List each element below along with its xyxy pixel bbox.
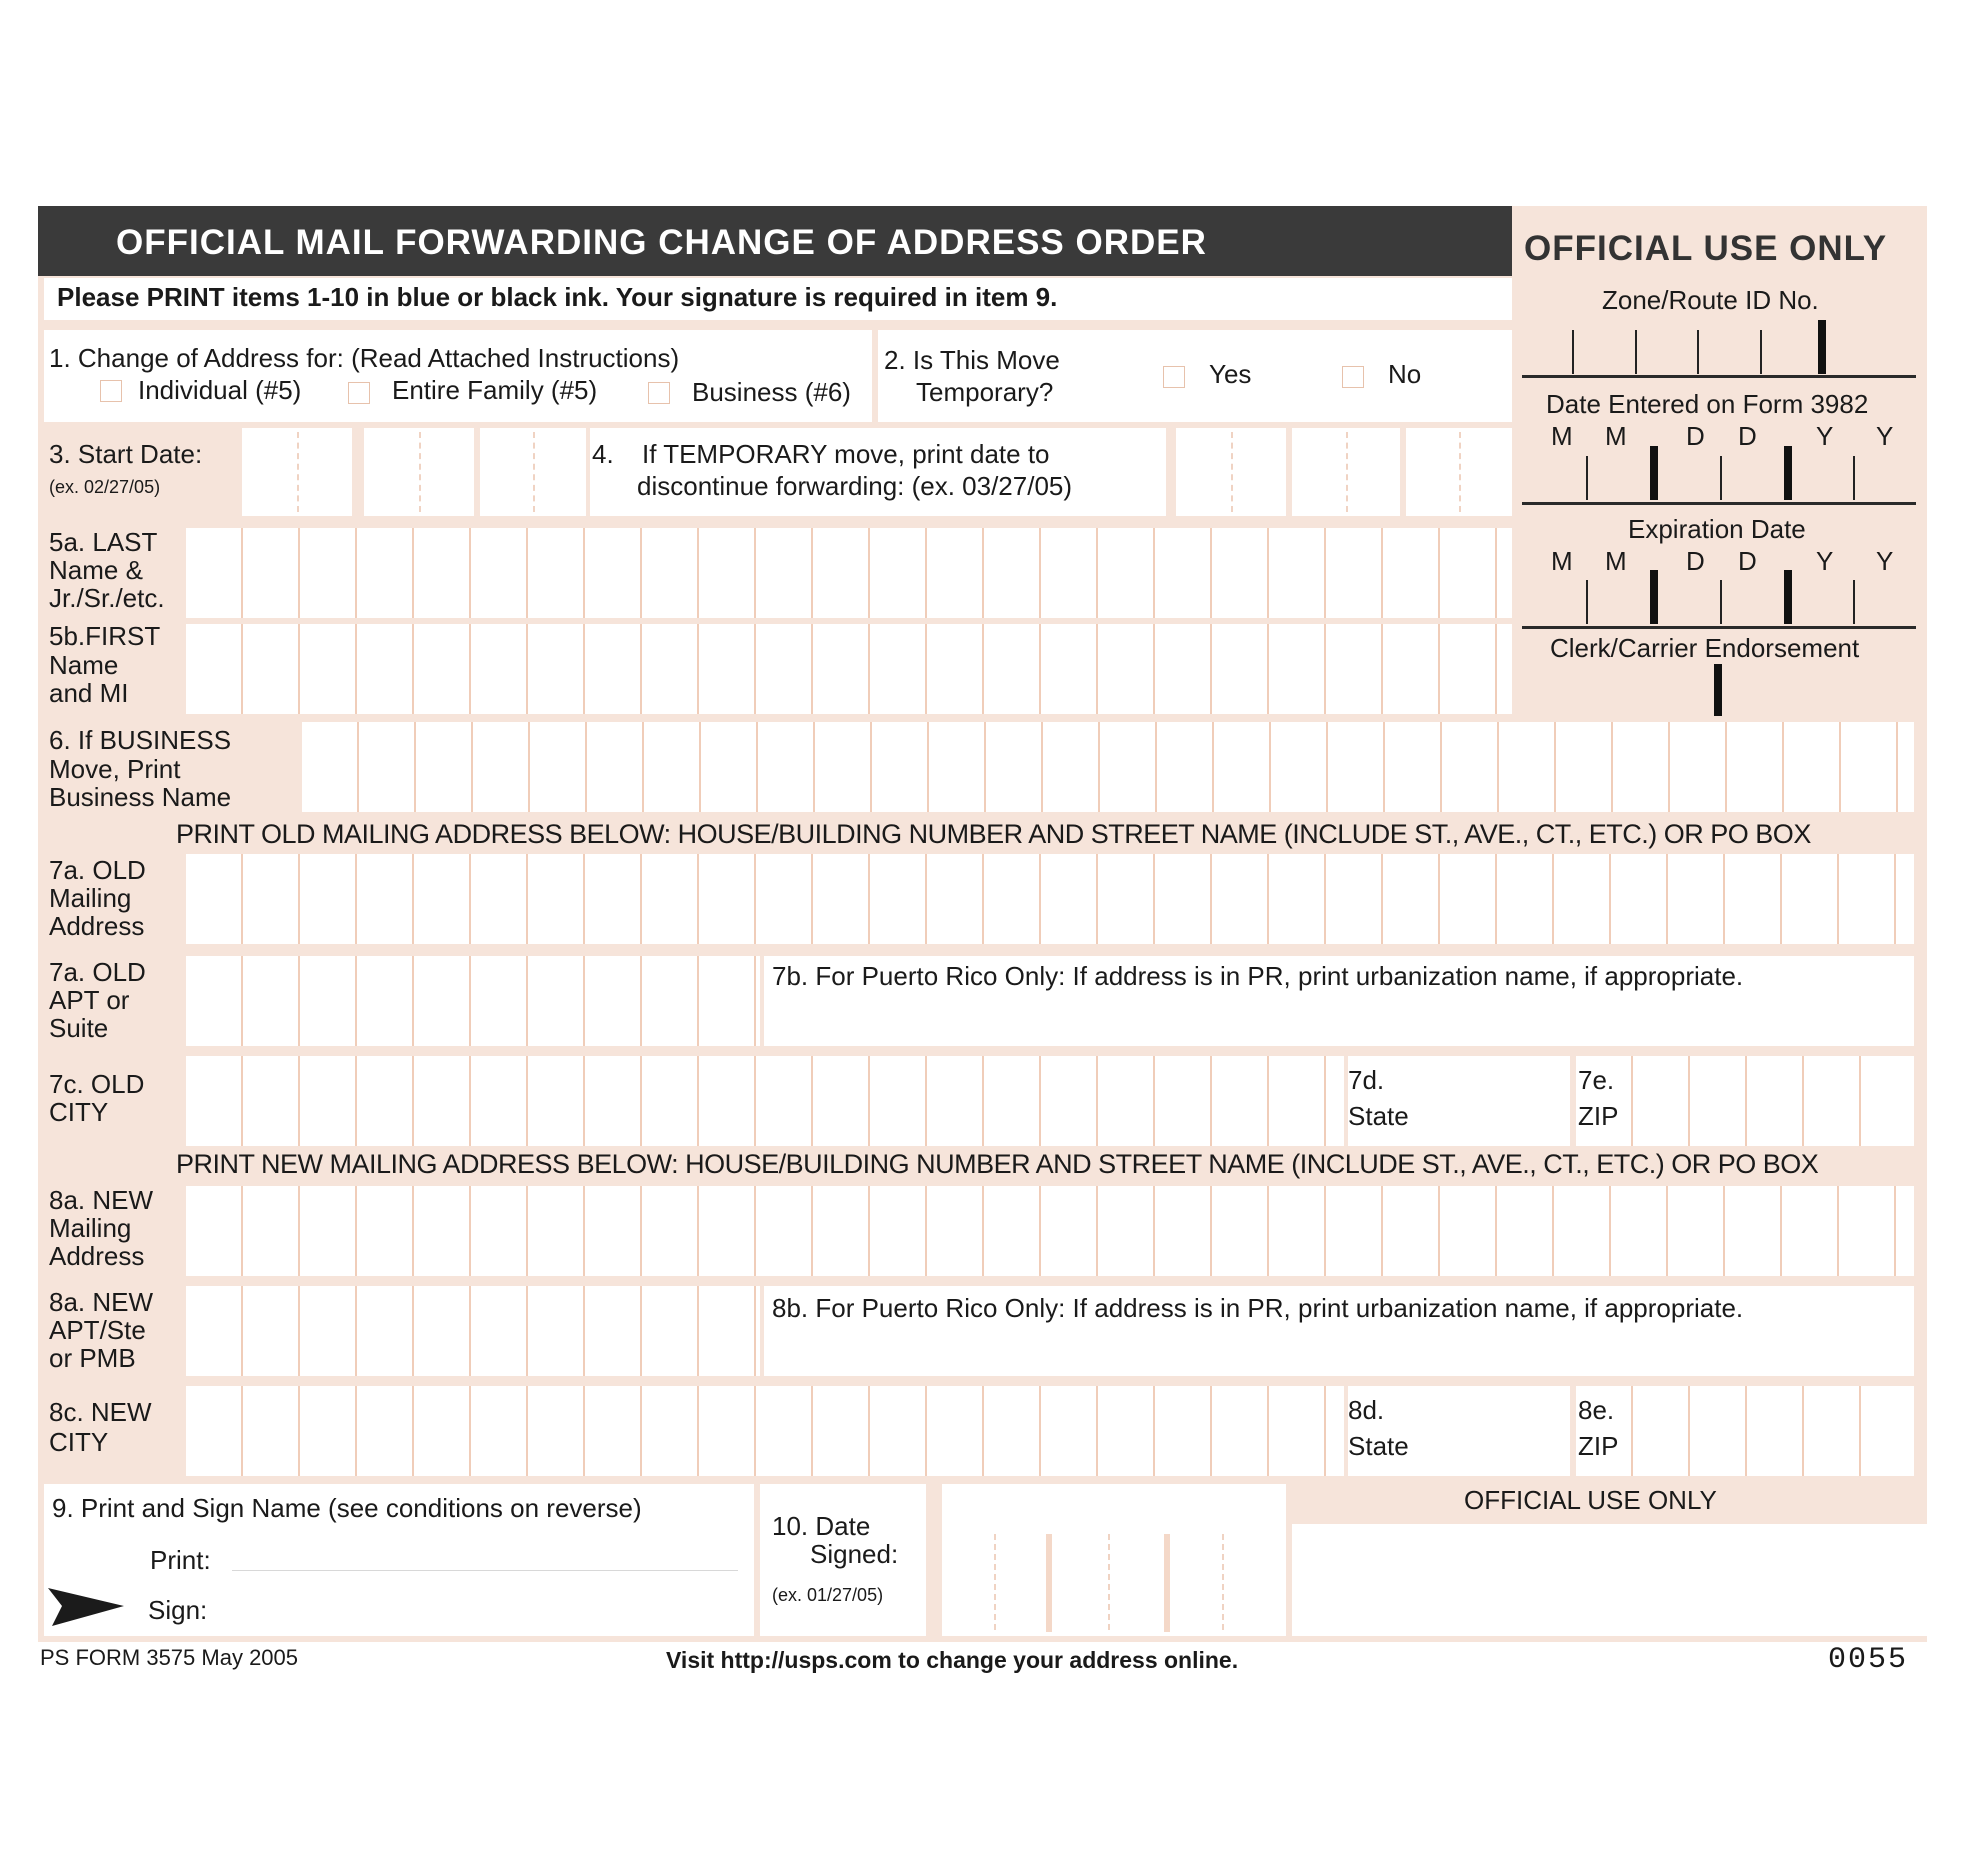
individual-label: Individual (#5): [138, 375, 302, 405]
start-mm-divider: [297, 432, 299, 512]
individual-checkbox[interactable]: [100, 380, 122, 402]
ex-tick: [1586, 580, 1588, 624]
start-date-label: 3. Start Date:: [49, 439, 203, 469]
print-label: Print:: [150, 1545, 211, 1575]
start-yy-divider: [533, 432, 535, 512]
first-name-field[interactable]: [186, 624, 1512, 714]
de-tick: [1586, 456, 1588, 500]
item7d-l2: State: [1348, 1101, 1409, 1131]
de-letter-d2: D: [1738, 421, 1757, 451]
item8a-l2: Mailing: [49, 1213, 132, 1243]
official-use-title: OFFICIAL USE ONLY: [1524, 229, 1888, 268]
item9-label: 9. Print and Sign Name (see conditions on reverse): [52, 1493, 642, 1523]
ex-letter-y2: Y: [1876, 546, 1894, 576]
visit-online-text: Visit http://usps.com to change your address online.: [666, 1647, 1239, 1673]
de-letter-y1: Y: [1816, 421, 1834, 451]
item7d-l1: 7d.: [1348, 1065, 1385, 1095]
item7e-l2: ZIP: [1578, 1101, 1619, 1131]
item1-label: 1. Change of Address for: (Read Attached Instructions): [49, 343, 680, 373]
start-date-example: (ex. 02/27/05): [49, 477, 161, 497]
temporary-no-label: No: [1388, 359, 1422, 389]
item8e-l2: ZIP: [1578, 1431, 1619, 1461]
item4-num: 4.: [592, 439, 614, 469]
temporary-yes-checkbox[interactable]: [1163, 366, 1185, 388]
item6-l2: Move, Print: [49, 754, 181, 784]
item10-l1: 10. Date: [772, 1511, 871, 1541]
new-mailing-address-field[interactable]: [186, 1186, 1914, 1276]
item8e-l1: 8e.: [1578, 1395, 1615, 1425]
ds-divider: [1108, 1534, 1110, 1630]
ds-divider-solid: [1046, 1534, 1052, 1632]
de-tick: [1784, 446, 1792, 500]
item4-line2: discontinue forwarding: (ex. 03/27/05): [637, 471, 1073, 501]
new-zip-field[interactable]: [1576, 1386, 1914, 1476]
old-mailing-address-field[interactable]: [186, 854, 1914, 944]
item7a-apt-l3: Suite: [49, 1013, 109, 1043]
form-title: OFFICIAL MAIL FORWARDING CHANGE OF ADDRESS ORDER: [116, 223, 1207, 262]
item7a-l1: 7a. OLD: [49, 855, 146, 885]
item8c-l1: 8c. NEW: [49, 1397, 152, 1427]
ex-letter-m1: M: [1551, 546, 1573, 576]
item5b-l2: Name: [49, 650, 119, 680]
item10-l2: Signed:: [810, 1539, 899, 1569]
de-letter-m2: M: [1605, 421, 1627, 451]
ex-tick: [1853, 580, 1855, 624]
old-zip-field[interactable]: [1576, 1056, 1914, 1146]
business-label: Business (#6): [692, 377, 851, 407]
item7a-l3: Address: [49, 911, 145, 941]
ds-divider: [1222, 1534, 1224, 1630]
entire-family-label: Entire Family (#5): [392, 375, 598, 405]
start-dd-divider: [419, 432, 421, 512]
item8a-l1: 8a. NEW: [49, 1185, 154, 1215]
item7c-l1: 7c. OLD: [49, 1069, 145, 1099]
disc-mm-divider: [1231, 432, 1233, 512]
item7e-l1: 7e.: [1578, 1065, 1615, 1095]
item8b-label: 8b. For Puerto Rico Only: If address is in PR, print urbanization name, if appropriate.: [772, 1293, 1744, 1323]
temporary-no-checkbox[interactable]: [1342, 366, 1364, 388]
clerk-tick: [1714, 664, 1722, 716]
item5b-l3: and MI: [49, 678, 129, 708]
item7a-l2: Mailing: [49, 883, 132, 913]
item8d-l2: State: [1348, 1431, 1409, 1461]
new-apt-field[interactable]: [186, 1286, 760, 1376]
de-letter-d1: D: [1686, 421, 1705, 451]
ex-letter-d2: D: [1738, 546, 1757, 576]
zone-tick: [1760, 330, 1762, 374]
item7c-l2: CITY: [49, 1097, 109, 1127]
temporary-yes-label: Yes: [1209, 359, 1252, 389]
de-tick: [1650, 446, 1658, 500]
zone-tick: [1572, 330, 1574, 374]
old-address-banner: PRINT OLD MAILING ADDRESS BELOW: HOUSE/BUILDING NUMBER AND STREET NAME (INCLUDE ST., AVE., CT., ETC.) OR PO BOX: [176, 819, 1811, 849]
clerk-endorsement-label: Clerk/Carrier Endorsement: [1550, 633, 1860, 663]
item5a-l1: 5a. LAST: [49, 527, 158, 557]
disc-dd-divider: [1346, 432, 1348, 512]
item8a-apt-l1: 8a. NEW: [49, 1287, 154, 1317]
expiration-label: Expiration Date: [1628, 514, 1806, 544]
item8a-l3: Address: [49, 1241, 145, 1271]
form-id: PS FORM 3575 May 2005: [40, 1645, 299, 1670]
item10-example: (ex. 01/27/05): [772, 1585, 884, 1605]
de-rule: [1522, 502, 1916, 505]
ex-tick: [1720, 580, 1722, 624]
ex-rule: [1522, 626, 1916, 629]
sign-arrow-icon: [48, 1588, 124, 1628]
old-apt-field[interactable]: [186, 956, 760, 1046]
ex-letter-y1: Y: [1816, 546, 1834, 576]
zone-route-label: Zone/Route ID No.: [1602, 285, 1819, 315]
new-address-banner: PRINT NEW MAILING ADDRESS BELOW: HOUSE/BUILDING NUMBER AND STREET NAME (INCLUDE ST., AVE., CT., ETC.) OR PO BOX: [176, 1149, 1819, 1179]
ex-letter-m2: M: [1605, 546, 1627, 576]
item7b-label: 7b. For Puerto Rico Only: If address is in PR, print urbanization name, if appropriate.: [772, 961, 1744, 991]
form-code: 0055: [1828, 1643, 1909, 1677]
date-entered-label: Date Entered on Form 3982: [1546, 389, 1869, 419]
item8c-l2: CITY: [49, 1427, 109, 1457]
de-letter-m1: M: [1551, 421, 1573, 451]
item2-line1: 2. Is This Move: [884, 345, 1060, 375]
item8a-apt-l2: APT/Ste: [49, 1315, 146, 1345]
item2-line2: Temporary?: [916, 377, 1054, 407]
print-name-line[interactable]: [232, 1570, 738, 1571]
ds-divider-solid: [1164, 1534, 1170, 1632]
instructions-text: Please PRINT items 1-10 in blue or black ink. Your signature is required in item 9.: [57, 282, 1058, 312]
header-bar: [38, 206, 1512, 276]
item4-line1: If TEMPORARY move, print date to: [642, 439, 1050, 469]
zone-tick: [1697, 330, 1699, 374]
zone-rule: [1522, 375, 1916, 378]
zone-tick: [1818, 320, 1826, 374]
de-letter-y2: Y: [1876, 421, 1894, 451]
item5a-l3: Jr./Sr./etc.: [49, 583, 165, 613]
de-tick: [1720, 456, 1722, 500]
last-name-field[interactable]: [186, 528, 1512, 618]
item6-l3: Business Name: [49, 782, 232, 812]
item5a-l2: Name &: [49, 555, 143, 585]
item8d-l1: 8d.: [1348, 1395, 1385, 1425]
ex-tick: [1784, 570, 1792, 624]
official-use-bottom-box: [1292, 1524, 1927, 1636]
new-city-field[interactable]: [186, 1386, 1344, 1476]
zone-tick: [1635, 330, 1637, 374]
item8a-apt-l3: or PMB: [49, 1343, 136, 1373]
item7a-apt-l1: 7a. OLD: [49, 957, 146, 987]
business-checkbox[interactable]: [648, 382, 670, 404]
sign-label: Sign:: [148, 1595, 208, 1625]
ex-letter-d1: D: [1686, 546, 1705, 576]
entire-family-checkbox[interactable]: [348, 382, 370, 404]
item5b-l1: 5b.FIRST: [49, 621, 161, 651]
business-name-field[interactable]: [302, 722, 1914, 812]
official-use-bottom-title: OFFICIAL USE ONLY: [1464, 1485, 1717, 1515]
item7a-apt-l2: APT or: [49, 985, 130, 1015]
old-city-field[interactable]: [186, 1056, 1344, 1146]
ex-tick: [1650, 570, 1658, 624]
ds-divider: [994, 1534, 996, 1630]
disc-yy-divider: [1459, 432, 1461, 512]
item6-l1: 6. If BUSINESS: [49, 725, 232, 755]
de-tick: [1853, 456, 1855, 500]
